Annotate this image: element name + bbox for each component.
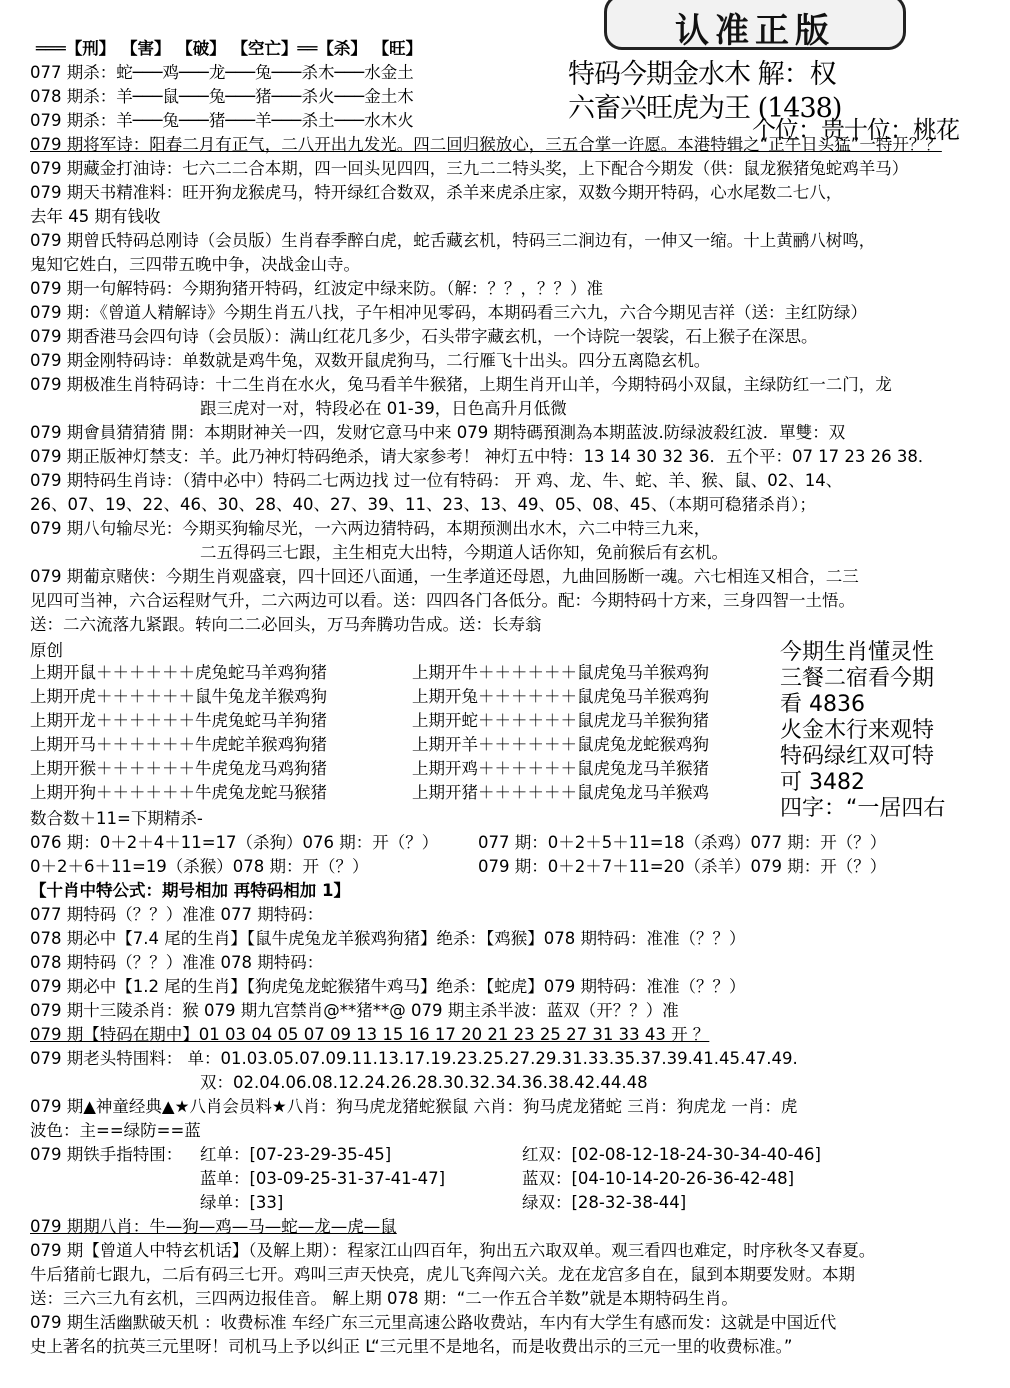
orig-left-row: 上期开龙＋＋＋＋＋＋牛虎兔蛇马羊狗猪	[30, 711, 327, 730]
riddle-line: 079 期生活幽默破天机 ：收费标准 车经广东三元里高速公路收费站，车内有大学生有感而发：这就是中国近代	[30, 1313, 837, 1332]
green-double: 绿双：[28-32-38-44]	[522, 1193, 687, 1212]
authentic-banner	[604, 0, 906, 50]
riddle-line: 079 期【曾道人中特玄机话】（及解上期）：程家江山四百年，狗出五六取双单。观三看四也难定，时序秋冬又春夏。	[30, 1241, 876, 1260]
prediction-line: 079 期▲神童经典▲★八肖会员料★八肖：狗马虎龙猪蛇猴鼠 六肖：狗马虎龙猪蛇 三肖：狗虎龙 一肖：虎	[30, 1097, 798, 1116]
poem-line: 079 期极准生肖特码诗：十二生肖在水火，兔马看羊牛猴猪，上期生肖开山羊，今期特码小双鼠，主绿防红一二门，龙	[30, 375, 892, 394]
prediction-line: 078 期必中【7.4 尾的生肖】【鼠牛虎兔龙羊猴鸡狗猪】绝杀：【鸡猴】078 期特码：准准（？？）	[30, 929, 746, 948]
formula-row: 076 期：0＋2＋4＋11=17（杀狗）076 期：开（？）	[30, 833, 439, 852]
kill-row-079: 079 期杀：羊───兔───猪───羊───杀土───水木火	[30, 111, 414, 130]
formula-title: 数合数＋11=下期精杀-	[30, 809, 203, 828]
formula-row: 077 期：0＋2＋5＋11=18（杀鸡）077 期：开（？）	[478, 833, 887, 852]
orig-left-row: 上期开猴＋＋＋＋＋＋牛虎兔龙马鸡狗猪	[30, 759, 327, 778]
original-label: 原创	[30, 641, 63, 660]
orig-left-row: 上期开虎＋＋＋＋＋＋鼠牛兔龙羊猴鸡狗	[30, 687, 327, 706]
handwritten-line-1: 特码今期金水木 解：权	[568, 59, 836, 90]
prediction-line: 079 期十三陵杀肖：猴 079 期九宫禁肖@**猪**@ 079 期主杀半波：蓝双（开？？）准	[30, 1001, 679, 1020]
poem-line: 见四可当神，六合运程财气升，二六两边可以看。送：四四各门各低分。配：今期特码十方来，三身四智一土悟。	[30, 591, 855, 610]
poem-line: 079 期将军诗：阳春二月有正气，二八开出九发光。四二回归猴放心，三五合掌一许愿。本港特辑之“正午日头猛”一特开？？	[30, 135, 942, 154]
riddle-box-line: 三餐二宿看今期	[780, 666, 935, 691]
orig-left-row: 上期开鼠＋＋＋＋＋＋虎兔蛇马羊鸡狗猪	[30, 663, 327, 682]
orig-right-row: 上期开猪＋＋＋＋＋＋鼠虎兔龙马羊猴鸡	[412, 783, 709, 802]
riddle-line: 史上著名的抗英三元里呀！司机马上予以纠正 L“三元里不是地名，而是收费出示的三元一里的收费标准。”	[30, 1337, 793, 1356]
red-single: 红单：[07-23-29-35-45]	[200, 1145, 392, 1164]
prediction-line: 079 期必中【1.2 尾的生肖】【狗虎兔龙蛇猴猪牛鸡马】绝杀：【蛇虎】079 期特码：准准（？？）	[30, 977, 746, 996]
poem-line: 079 期會員猜猜猜 開：本期財神关一四，发财它意马中来 079 期特碼預測為本期蓝波.防绿波殺红波．單雙：双	[30, 423, 846, 442]
kill-row-078: 078 期杀：羊───鼠───兔───猪───杀火───金土木	[30, 87, 414, 106]
riddle-box-line: 四字：“一居四右	[780, 796, 946, 821]
poem-line: 去年 45 期有钱收	[30, 207, 161, 226]
riddle-line: 送：三六三九有玄机，三四两边报佳音。 解上期 078 期：“二一作五合羊数”就是本期特码生肖。	[30, 1289, 738, 1308]
riddle-box-line: 火金木行来观特	[780, 718, 935, 743]
orig-left-row: 上期开狗＋＋＋＋＋＋牛虎兔龙蛇马猴猪	[30, 783, 327, 802]
formula-row: 079 期：0＋2＋7＋11=20（杀羊）079 期：开（？）	[478, 857, 887, 876]
riddle-box-line: 可 3482	[780, 770, 865, 795]
poem-line: 鬼知它姓白，三四带五晚中争，决战金山寺。	[30, 255, 360, 274]
green-single: 绿单：[33]	[200, 1193, 284, 1212]
orig-right-row: 上期开牛＋＋＋＋＋＋鼠虎兔马羊猴鸡狗	[412, 663, 709, 682]
poem-line: 079 期特码生肖诗：（猜中必中）特码二七两边找 过一位有特码： 开 鸡、龙、牛、蛇、羊、猴、鼠、02、14、	[30, 471, 843, 490]
kill-row-077: 077 期杀：蛇───鸡───龙───兔───杀木───水金土	[30, 63, 414, 82]
poem-line: 079 期一句解特码：今期狗猪开特码，红波定中绿来防。（解：？？，？？）准	[30, 279, 603, 298]
orig-right-row: 上期开蛇＋＋＋＋＋＋鼠虎龙马羊猴狗猪	[412, 711, 709, 730]
poem-line: 079 期香港马会四句诗（会员版）：满山红花几多少，石头带字藏玄机，一个诗院一袈裟，石上猴子在深思。	[30, 327, 818, 346]
formula-heading: 【十肖中特公式：期号相加 再特码相加 1】	[30, 881, 350, 900]
poem-line: 送：二六流落九紧跟。转向二二必回头，万马奔腾功告成。送：长寿翁	[30, 615, 542, 634]
poem-line: 079 期：《曾道人精解诗》今期生肖五八找，子午相冲见零码，本期码看三六九，六合今期见吉祥（送：主红防绿）	[30, 303, 867, 322]
poem-line: 跟三虎对一对，特段必在 01-39，日色高升月低微	[200, 399, 567, 418]
prediction-line: 双：02.04.06.08.12.24.26.28.30.32.34.36.38.42.44.48	[200, 1073, 648, 1092]
riddle-box-line: 今期生肖懂灵性	[780, 640, 935, 665]
orig-left-row: 上期开马＋＋＋＋＋＋牛虎蛇羊猴鸡狗猪	[30, 735, 327, 754]
prediction-line: 波色：主==绿防==蓝	[30, 1121, 201, 1140]
blue-double: 蓝双：[04-10-14-20-26-36-42-48]	[522, 1169, 795, 1188]
handwritten-line-2: 六畜兴旺虎为王 (1438)	[568, 93, 842, 124]
poem-line: 079 期葡京赌侠：今期生肖观盛衰，四十回还八面通，一生孝道还母恩，九曲回肠断一魂。六七相连又相合，二三	[30, 567, 859, 586]
poem-line: 二五得码三七跟，主生相克大出特，今期道人话你知，免前猴后有玄机。	[200, 543, 728, 562]
prediction-line: 079 期老头特围料： 单：01.03.05.07.09.11.13.17.19.23.25.27.29.31.33.35.37.39.41.45.47.49.	[30, 1049, 798, 1068]
riddle-box-line: 特码绿红双可特	[780, 744, 935, 769]
riddle-box-line: 看 4836	[780, 692, 865, 717]
poem-line: 079 期天书精准料：旺开狗龙猴虎马，特开绿红合数双，杀羊来虎杀庄家，双数今期开特码，心水尾数二七八，	[30, 183, 843, 202]
poem-line: 26、07、19、22、46、30、28、40、27、39、11、23、13、49、05、08、45、（本期可稳猪杀肖）；	[30, 495, 816, 514]
prediction-line: 078 期特码（？？）准准 078 期特码：	[30, 953, 324, 972]
poem-line: 079 期正版神灯禁支：羊。此乃神灯特码绝杀，请大家参考！ 神灯五中特：13 14 30 32 36．五个平：07 17 23 26 38．	[30, 447, 935, 466]
poem-line: 079 期曾氏特码总刚诗（会员版）生肖春季醉白虎，蛇舌藏玄机，特码三二涧边有，一伸又一缩。十上黄鹂八树鸣，	[30, 231, 876, 250]
poem-line: 079 期藏金打油诗：七六二二合本期，四一回头见四四，三九二二特头奖，上下配合今期发（供：鼠龙猴猪兔蛇鸡羊马）	[30, 159, 909, 178]
eight-zodiac-line: 079 期期八肖：牛—狗—鸡—马—蛇—龙—虎—鼠	[30, 1217, 397, 1236]
orig-right-row: 上期开兔＋＋＋＋＋＋鼠虎兔马羊猴鸡狗	[412, 687, 709, 706]
riddle-line: 牛后猪前七跟九，二后有码三七开。鸡叫三声天快亮，虎儿飞奔闯六关。龙在龙宫多自在，鼠到本期要发财。本期	[30, 1265, 855, 1284]
orig-right-row: 上期开鸡＋＋＋＋＋＋鼠虎兔龙马羊猴猪	[412, 759, 709, 778]
handwritten-line-3: 个位：贵十位：桃花	[752, 116, 959, 144]
formula-row: 0＋2＋6＋11=19（杀猴）078 期：开（？）	[30, 857, 369, 876]
prediction-line: 077 期特码（？？）准准 077 期特码：	[30, 905, 324, 924]
poem-line: 079 期八句输尽光：今期买狗输尽光，一六两边猜特码，本期预测出水木，六二中特三九来，	[30, 519, 711, 538]
orig-right-row: 上期开羊＋＋＋＋＋＋鼠虎兔龙蛇猴鸡狗	[412, 735, 709, 754]
header-legend: ═══【刑】 【害】 【破】 【空亡】══【杀】 【旺】	[36, 39, 423, 58]
color-table-title: 079 期铁手指特围：	[30, 1145, 183, 1164]
blue-single: 蓝单：[03-09-25-31-37-41-47]	[200, 1169, 446, 1188]
poem-line: 079 期金刚特码诗：单数就是鸡牛兔，双数开鼠虎狗马，二行雁飞十出头。四分五离隐玄机。	[30, 351, 711, 370]
prediction-line: 079 期【特码在期中】01 03 04 05 07 09 13 15 16 17 20 21 23 25 27 31 33 43 开 ？	[30, 1025, 710, 1044]
banner-text: 认准正版	[675, 10, 835, 51]
red-double: 红双：[02-08-12-18-24-30-34-40-46]	[522, 1145, 821, 1164]
